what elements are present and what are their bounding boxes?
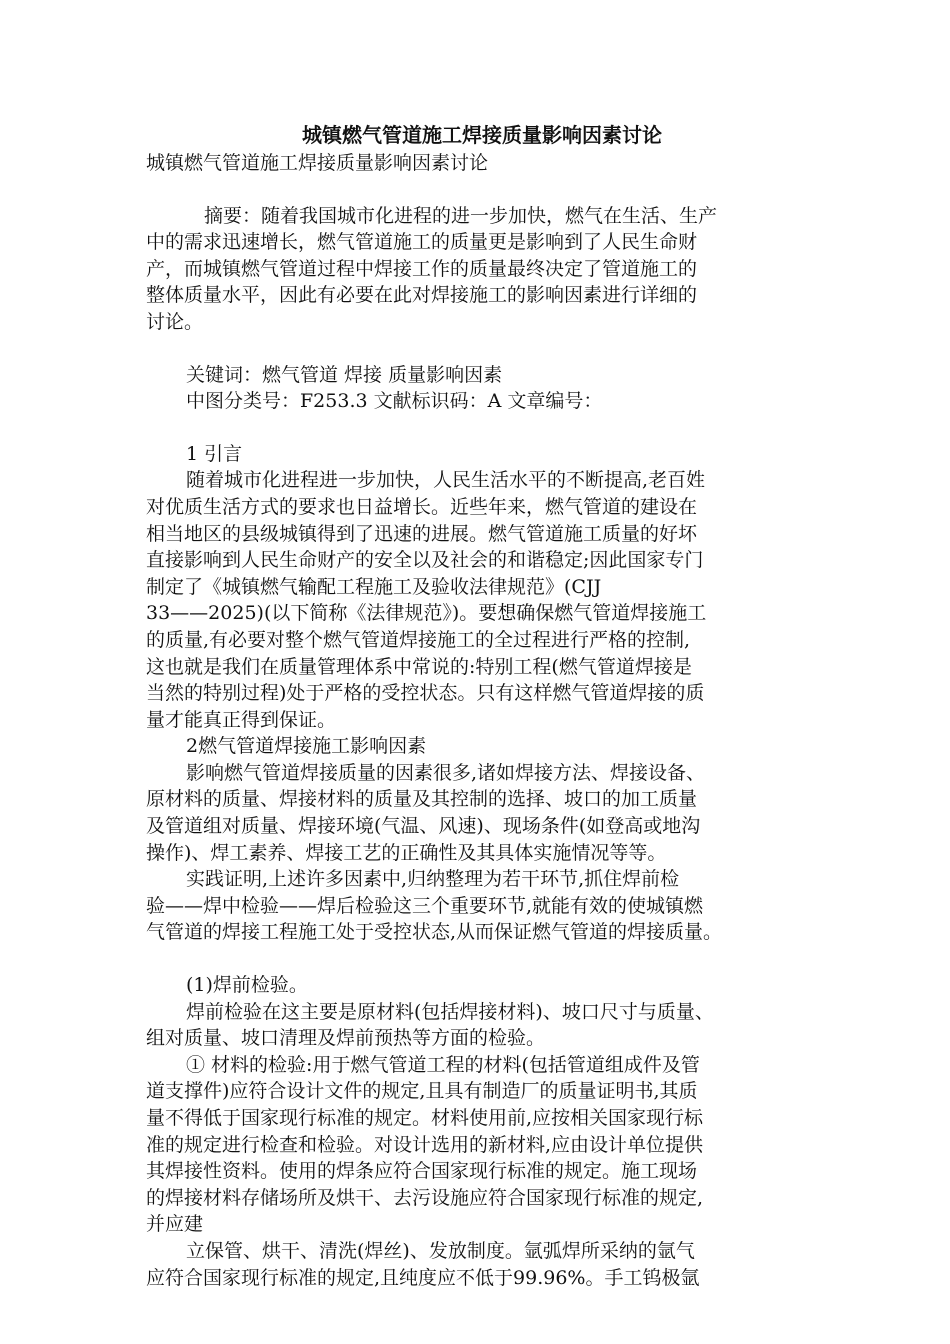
keywords: 关键词：燃气管道 焊接 质量影响因素	[186, 363, 503, 386]
text-line: 对优质生活方式的要求也日益增长。近些年来，燃气管道的建设在	[146, 495, 698, 518]
text-line: 气管道的焊接工程施工处于受控状态,从而保证燃气管道的焊接质量。	[146, 921, 723, 944]
subsection-1-heading: (1)焊前检验。	[186, 974, 308, 997]
text-line: 讨论。	[146, 310, 204, 333]
section-2-heading: 2燃气管道焊接施工影响因素	[186, 735, 427, 758]
text-line: 量不得低于国家现行标准的规定。材料使用前,应按相关国家现行标	[146, 1107, 704, 1129]
document-subtitle: 城镇燃气管道施工焊接质量影响因素讨论	[146, 152, 489, 174]
blank-line	[146, 946, 818, 972]
text-line: 原材料的质量、焊接材料的质量及其控制的选择、坡口的加工质量	[146, 788, 698, 811]
blank-line	[146, 415, 818, 441]
text-line: 实践证明,上述许多因素中,归纳整理为若干环节,抓住焊前检	[186, 868, 680, 891]
text-line: 影响燃气管道焊接质量的因素很多,诸如焊接方法、焊接设备、	[186, 761, 706, 784]
text-line: 应符合国家现行标准的规定,且纯度应不低于99.96%。手工钨极氩	[146, 1266, 700, 1289]
text-line: 产，而城镇燃气管道过程中焊接工作的质量最终决定了管道施工的	[146, 257, 698, 280]
text-line: 道支撑件)应符合设计文件的规定,且具有制造厂的质量证明书,其质	[146, 1080, 698, 1103]
text-line: 立保管、烘干、清洗(焊丝)、发放制度。氩弧焊所采纳的氩气	[186, 1239, 695, 1262]
text-line: 摘要：随着我国城市化进程的进一步加快，燃气在生活、生产	[204, 204, 718, 227]
text-line: 组对质量、坡口清理及焊前预热等方面的检验。	[146, 1027, 546, 1050]
document-title: 城镇燃气管道施工焊接质量影响因素讨论	[302, 123, 662, 147]
text-line: 操作)、焊工素养、焊接工艺的正确性及其具体实施情况等等。	[146, 841, 667, 864]
text-line: 的焊接材料存储场所及烘干、去污设施应符合国家现行标准的规定,	[146, 1186, 704, 1209]
text-line: 整体质量水平，因此有必要在此对焊接施工的影响因素进行详细的	[146, 284, 698, 307]
blank-line	[146, 336, 818, 362]
text-line: 相当地区的县级城镇得到了迅速的进展。燃气管道施工质量的好坏	[146, 522, 698, 545]
text-line: 验——焊中检验——焊后检验这三个重要环节,就能有效的使城镇燃	[146, 894, 704, 917]
classification: 中图分类号：F253.3 文献标识码：A 文章编号：	[186, 390, 603, 413]
text-line: 随着城市化进程进一步加快，人民生活水平的不断提高,老百姓	[186, 469, 706, 492]
document-page	[146, 120, 818, 1291]
text-line: 33——2025)(以下简称《法律规范》)。要想确保燃气管道焊接施工	[146, 602, 707, 625]
text-line: 及管道组对质量、焊接环境(气温、风速)、现场条件(如登高或地沟	[146, 815, 701, 838]
item-1-paragraph	[146, 1052, 818, 1238]
text-line: ① 材料的检验:用于燃气管道工程的材料(包括管道组成件及管	[186, 1053, 700, 1076]
text-line: 量才能真正得到保证。	[146, 708, 337, 731]
text-line: 制定了《城镇燃气输配工程施工及验收法律规范》(CJJ	[146, 575, 602, 598]
section-2-paragraph-1	[146, 760, 818, 866]
section-2-paragraph-2	[146, 866, 818, 946]
section-1-heading: 1 引言	[186, 442, 243, 465]
text-line: 当然的特别过程)处于严格的受控状态。只有这样燃气管道焊接的质	[146, 682, 705, 705]
text-line: 准的规定进行检查和检验。对设计选用的新材料,应由设计单位提供	[146, 1133, 704, 1156]
text-line: 直接影响到人民生命财产的安全以及社会的和谐稳定;因此国家专门	[146, 549, 704, 572]
text-line: 中的需求迅速增长，燃气管道施工的质量更是影响到了人民生命财	[146, 231, 698, 254]
text-line: 的质量,有必要对整个燃气管道焊接施工的全过程进行严格的控制,	[146, 628, 691, 651]
text-line: 并应建	[146, 1213, 204, 1236]
text-line: 这也就是我们在质量管理体系中常说的:特别工程(燃气管道焊接是	[146, 655, 692, 678]
subsection-1-paragraph	[146, 999, 818, 1052]
text-line: 其焊接性资料。使用的焊条应符合国家现行标准的规定。施工现场	[146, 1160, 698, 1183]
abstract-paragraph	[146, 203, 818, 336]
section-1-paragraph	[146, 467, 818, 733]
item-1-continuation	[146, 1238, 818, 1291]
text-line: 焊前检验在这主要是原材料(包括焊接材料)、坡口尺寸与质量、	[186, 1000, 714, 1023]
blank-line	[146, 177, 818, 203]
